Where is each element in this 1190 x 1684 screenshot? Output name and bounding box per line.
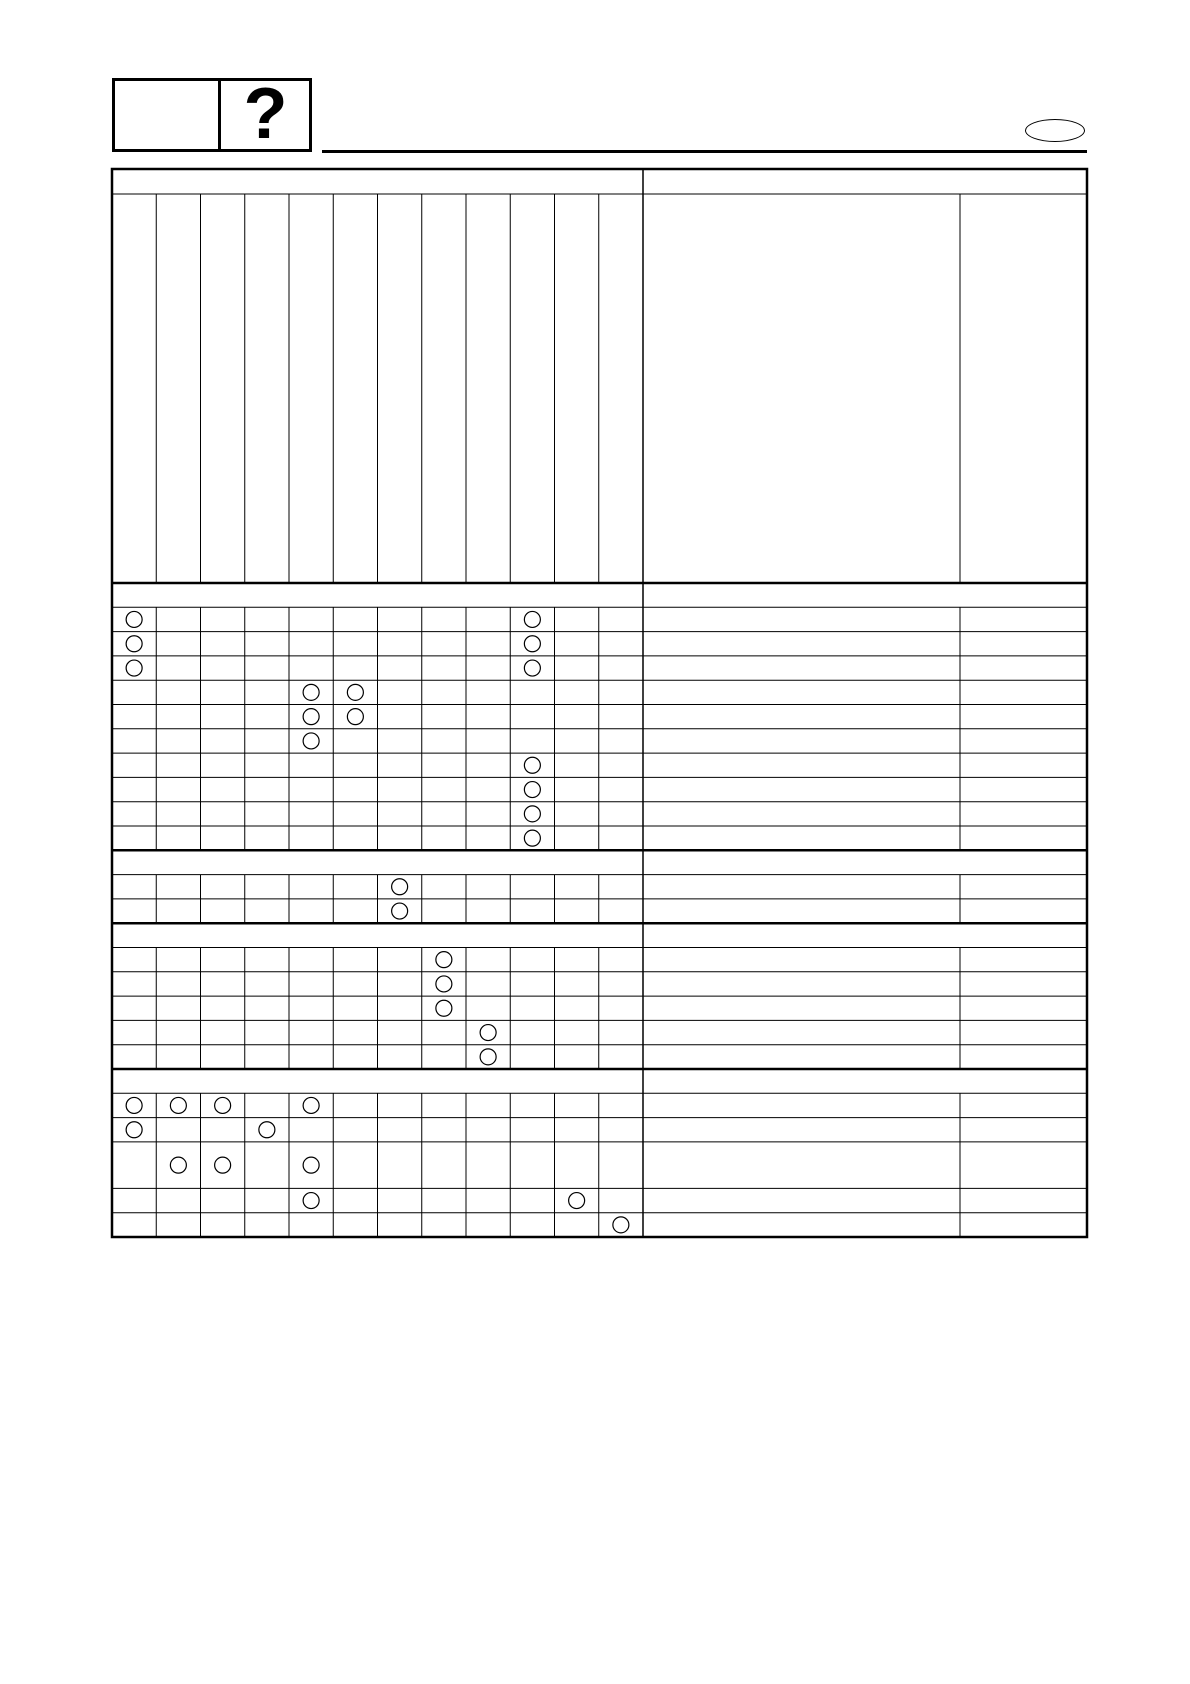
symptom-mark-circle [126,1097,142,1113]
question-mark-icon: ? [243,74,288,154]
symptom-mark-circle [126,1122,142,1138]
symptom-mark-circle [613,1217,629,1233]
symptom-mark-circle [215,1157,231,1173]
symptom-mark-circle [524,806,540,822]
symptom-mark-circle [303,1097,319,1113]
symptom-mark-circle [524,757,540,773]
symptom-mark-circle [436,952,452,968]
symptom-mark-circle [303,1193,319,1209]
symptom-mark-circle [215,1097,231,1113]
symptom-mark-circle [480,1049,496,1065]
symptom-mark-circle [259,1122,275,1138]
symptom-mark-circle [126,660,142,676]
symptom-mark-circle [170,1097,186,1113]
symptom-mark-circle [303,684,319,700]
table-frame [112,169,1087,1237]
symptom-mark-circle [347,684,363,700]
symptom-mark-circle [524,611,540,627]
symptom-mark-circle [126,611,142,627]
symptom-mark-circle [392,879,408,895]
symptom-mark-circle [170,1157,186,1173]
symptom-mark-circle [524,782,540,798]
symptom-mark-circle [303,1157,319,1173]
symptom-mark-circle [436,1000,452,1016]
symptom-mark-circle [303,733,319,749]
symptom-mark-circle [524,830,540,846]
symptom-mark-circle [392,903,408,919]
symptom-mark-circle [347,709,363,725]
symptom-mark-circle [303,709,319,725]
symptom-mark-circle [524,636,540,652]
symptom-mark-circle [480,1025,496,1041]
symptom-mark-circle [126,636,142,652]
symptom-mark-circle [524,660,540,676]
symptom-mark-circle [569,1193,585,1209]
symptom-mark-circle [436,976,452,992]
